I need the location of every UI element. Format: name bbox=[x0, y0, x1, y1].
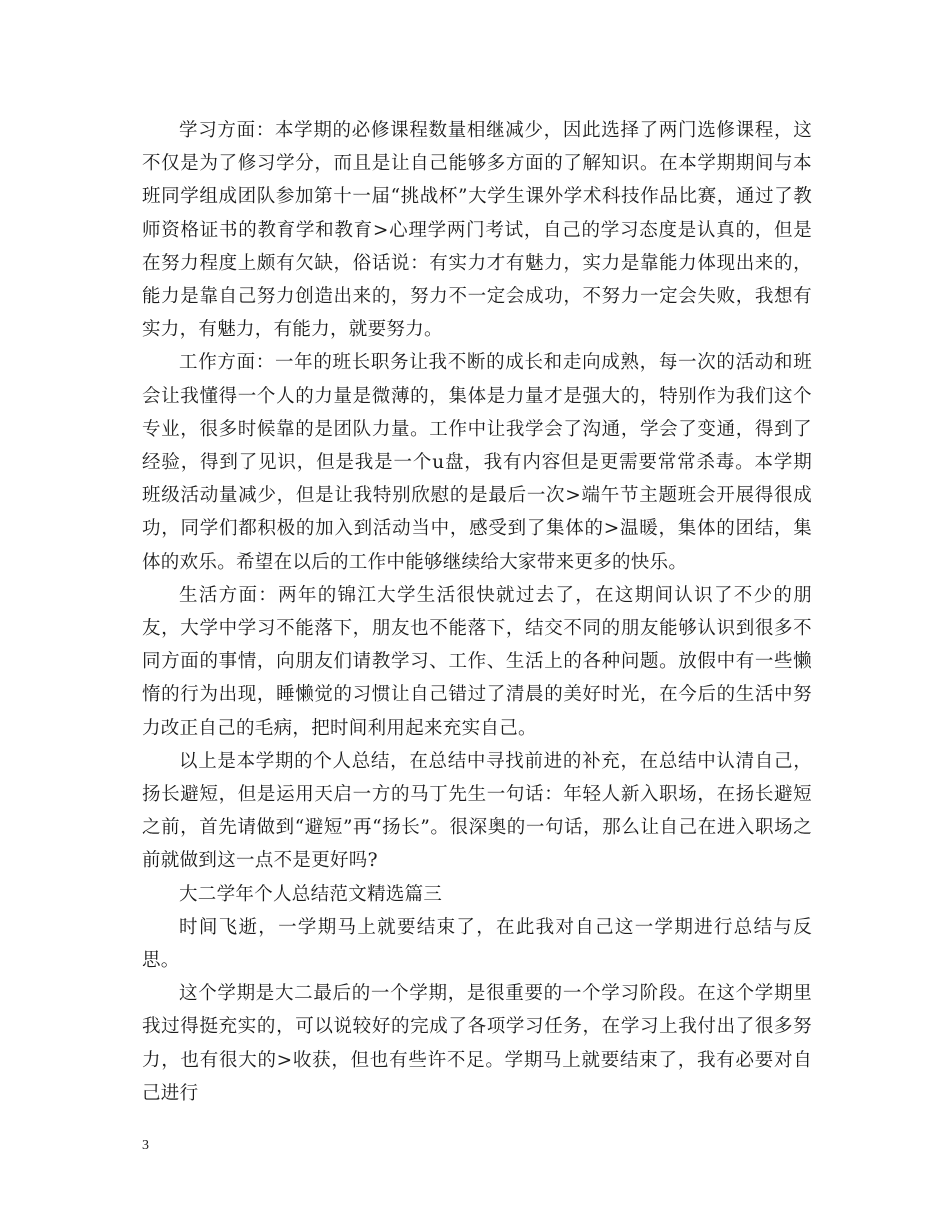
paragraph-semester: 这个学期是大二最后的一个学期，是很重要的一个学习阶段。在这个学期里我过得挺充实的，可以说较好的完成了各项学习任务，在学习上我付出了很多努力，也有很大的>收获，但也有些许不足。学期马上就要结束了，我有必要对自己进行 bbox=[142, 983, 812, 1104]
document-body bbox=[142, 114, 812, 1110]
paragraph-study: 学习方面：本学期的必修课程数量相继减少，因此选择了两门选修课程，这不仅是为了修习学分，而且是让自己能够多方面的了解知识。在本学期期间与本班同学组成团队参加第十一届“挑战杯”大学生课外学术科技作品比赛，通过了教师资格证书的教育学和教育>心理学两门考试，自己的学习态度是认真的，但是在努力程度上颇有欠缺，俗话说：有实力才有魅力，实力是靠能力体现出来的，能力是靠自己努力创造出来的，努力不一定会成功，不努力一定会失败，我想有实力，有魅力，有能力，就要努力。 bbox=[142, 120, 812, 341]
paragraph-work: 工作方面：一年的班长职务让我不断的成长和走向成熟，每一次的活动和班会让我懂得一个人的力量是微薄的，集体是力量才是强大的，特别作为我们这个专业，很多时候靠的是团队力量。工作中让我学会了沟通，学会了变通，得到了经验，得到了见识，但是我是一个u盘，我有内容但是更需要常常杀毒。本学期班级活动量减少，但是让我特别欣慰的是最后一次>端午节主题班会开展得很成功，同学们都积极的加入到活动当中，感受到了集体的>温暖，集体的团结，集体的欢乐。希望在以后的工作中能够继续给大家带来更多的快乐。 bbox=[142, 352, 812, 573]
paragraph-life: 生活方面：两年的锦江大学生活很快就过去了，在这期间认识了不少的朋友，大学中学习不能落下，朋友也不能落下，结交不同的朋友能够认识到很多不同方面的事情，向朋友们请教学习、工作、生活上的各种问题。放假中有一些懒惰的行为出现，睡懒觉的习惯让自己错过了清晨的美好时光，在今后的生活中努力改正自己的毛病，把时间利用起来充实自己。 bbox=[142, 584, 812, 739]
paragraph-conclusion: 以上是本学期的个人总结，在总结中寻找前进的补充，在总结中认清自己，扬长避短，但是运用天启一方的马丁先生一句话：年轻人新入职场，在扬长避短之前，首先请做到“避短”再“扬长”。很深奥的一句话，那么让自己在进入职场之前就做到这一点不是更好吗? bbox=[142, 750, 812, 872]
section-heading: 大二学年个人总结范文精选篇三 bbox=[179, 883, 443, 905]
page-number: 3 bbox=[142, 1138, 149, 1153]
paragraph-intro: 时间飞逝，一学期马上就要结束了，在此我对自己这一学期进行总结与反思。 bbox=[142, 916, 812, 972]
